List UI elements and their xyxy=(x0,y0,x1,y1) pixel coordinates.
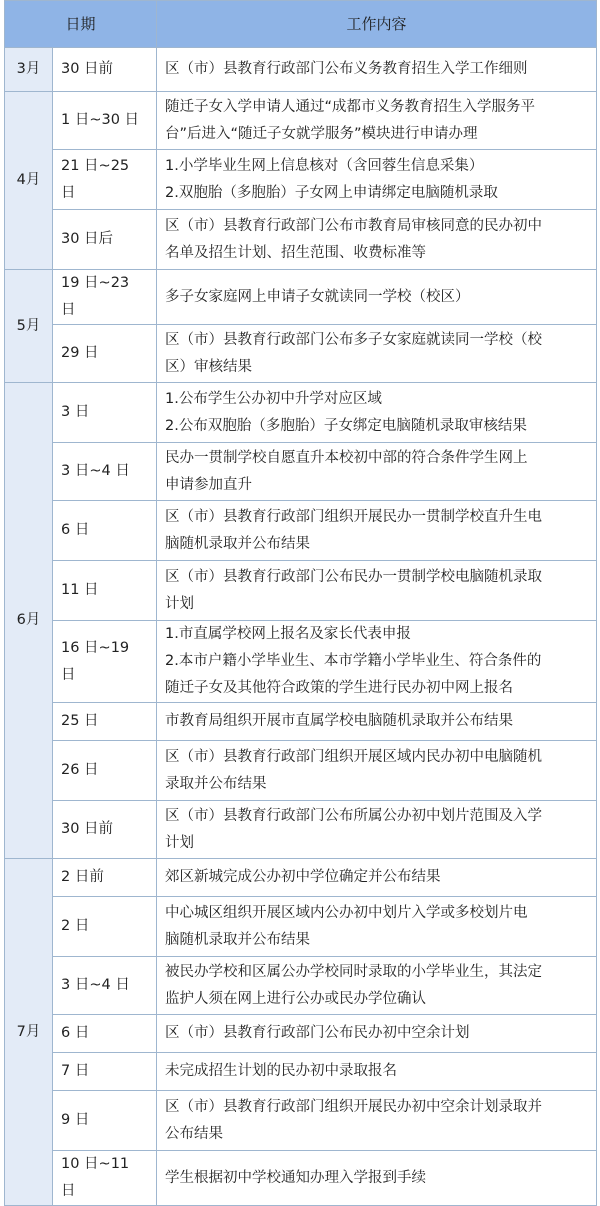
table-row xyxy=(5,150,597,210)
content-cell xyxy=(157,1053,597,1091)
table-row xyxy=(5,801,597,859)
table-row xyxy=(5,1015,597,1053)
content-cell xyxy=(157,443,597,501)
date-cell: 30 日后 xyxy=(53,210,157,270)
content-cell xyxy=(157,957,597,1015)
content-cell xyxy=(157,383,597,443)
content-line: 公布结果 xyxy=(165,1125,224,1142)
content-line: 区（市）县教育行政部门公布民办一贯制学校电脑随机录取 xyxy=(165,568,543,585)
month-cell: 6月 xyxy=(5,383,53,859)
date-cell: 2 日 xyxy=(53,897,157,957)
date-cell: 3 日~4 日 xyxy=(53,957,157,1015)
table-row xyxy=(5,859,597,897)
table-row xyxy=(5,210,597,270)
table-row xyxy=(5,325,597,383)
content-line: 2.双胞胎（多胞胎）子女网上申请绑定电脑随机录取 xyxy=(165,184,498,201)
content-line: 区（市）县教育行政部门组织开展民办一贯制学校直升生电 xyxy=(165,508,543,525)
content-line: 申请参加直升 xyxy=(165,476,253,493)
table-row xyxy=(5,621,597,703)
content-cell xyxy=(157,325,597,383)
month-cell: 3月 xyxy=(5,48,53,92)
header-row xyxy=(5,1,597,48)
content-cell xyxy=(157,801,597,859)
date-cell: 1 日~30 日 xyxy=(53,92,157,150)
table-row xyxy=(5,741,597,801)
month-cell: 7月 xyxy=(5,859,53,1206)
content-cell xyxy=(157,92,597,150)
table-row xyxy=(5,501,597,561)
month-cell: 5月 xyxy=(5,270,53,383)
schedule-body xyxy=(5,48,597,1206)
date-cell: 19 日~23 日 xyxy=(53,270,157,325)
content-line: 区（市）县教育行政部门组织开展区域内民办初中电脑随机 xyxy=(165,748,543,765)
date-cell: 3 日~4 日 xyxy=(53,443,157,501)
content-line: 区（市）县教育行政部门公布民办初中空余计划 xyxy=(165,1025,470,1041)
content-line: 1.公布学生公办初中升学对应区域 xyxy=(165,390,382,407)
content-line: 民办一贯制学校自愿直升本校初中部的符合条件学生网上 xyxy=(165,449,528,466)
table-row xyxy=(5,561,597,621)
content-cell xyxy=(157,210,597,270)
date-cell: 25 日 xyxy=(53,703,157,741)
date-cell: 3 日 xyxy=(53,383,157,443)
date-cell: 6 日 xyxy=(53,1015,157,1053)
table-row xyxy=(5,270,597,325)
content-line: 监护人须在网上进行公办或民办学位确认 xyxy=(165,990,427,1007)
table-row xyxy=(5,1091,597,1151)
date-cell: 10 日~11 日 xyxy=(53,1151,157,1206)
content-line: 多子女家庭网上申请子女就读同一学校（校区） xyxy=(165,288,470,305)
content-cell xyxy=(157,1091,597,1151)
content-line: 区（市）县教育行政部门公布义务教育招生入学工作细则 xyxy=(165,61,528,77)
date-cell: 2 日前 xyxy=(53,859,157,897)
content-line: 计划 xyxy=(165,834,195,851)
content-cell xyxy=(157,859,597,897)
date-cell: 7 日 xyxy=(53,1053,157,1091)
date-cell: 9 日 xyxy=(53,1091,157,1151)
table-row xyxy=(5,383,597,443)
content-line: 脑随机录取并公布结果 xyxy=(165,931,311,948)
header-date: 日期 xyxy=(5,1,157,48)
content-cell xyxy=(157,48,597,92)
table-row xyxy=(5,1053,597,1091)
content-line: 台”后进入“随迁子女就学服务”模块进行申请办理 xyxy=(165,125,478,142)
date-cell: 26 日 xyxy=(53,741,157,801)
table-row xyxy=(5,1151,597,1206)
content-line: 1.市直属学校网上报名及家长代表申报 xyxy=(165,626,411,642)
content-cell xyxy=(157,897,597,957)
content-cell xyxy=(157,501,597,561)
content-cell xyxy=(157,621,597,703)
content-cell xyxy=(157,1151,597,1206)
date-cell: 11 日 xyxy=(53,561,157,621)
date-cell: 6 日 xyxy=(53,501,157,561)
content-line: 未完成招生计划的民办初中录取报名 xyxy=(165,1063,398,1079)
content-cell xyxy=(157,270,597,325)
month-cell: 4月 xyxy=(5,92,53,270)
content-line: 2.公布双胞胎（多胞胎）子女绑定电脑随机录取审核结果 xyxy=(165,417,527,434)
content-line: 脑随机录取并公布结果 xyxy=(165,535,311,552)
content-line: 计划 xyxy=(165,595,195,612)
content-cell xyxy=(157,561,597,621)
header-content: 工作内容 xyxy=(157,1,597,48)
content-line: 市教育局组织开展市直属学校电脑随机录取并公布结果 xyxy=(165,713,514,729)
content-line: 中心城区组织开展区域内公办初中划片入学或多校划片电 xyxy=(165,904,528,921)
schedule-table xyxy=(4,0,597,1206)
content-cell xyxy=(157,703,597,741)
content-line: 学生根据初中学校通知办理入学报到手续 xyxy=(165,1169,427,1186)
date-cell: 29 日 xyxy=(53,325,157,383)
content-line: 随迁子女及其他符合政策的学生进行民办初中网上报名 xyxy=(165,680,514,696)
date-cell: 30 日前 xyxy=(53,801,157,859)
date-cell: 21 日~25 日 xyxy=(53,150,157,210)
date-cell: 30 日前 xyxy=(53,48,157,92)
content-line: 录取并公布结果 xyxy=(165,775,267,792)
content-line: 郊区新城完成公办初中学位确定并公布结果 xyxy=(165,869,441,885)
table-row xyxy=(5,443,597,501)
content-line: 区（市）县教育行政部门公布所属公办初中划片范围及入学 xyxy=(165,807,543,824)
table-row xyxy=(5,957,597,1015)
table-row xyxy=(5,92,597,150)
content-line: 区（市）县教育行政部门组织开展民办初中空余计划录取并 xyxy=(165,1098,543,1115)
content-line: 名单及招生计划、招生范围、收费标准等 xyxy=(165,244,427,261)
table-row xyxy=(5,48,597,92)
content-line: 区（市）县教育行政部门公布多子女家庭就读同一学校（校 xyxy=(165,331,543,348)
content-cell xyxy=(157,150,597,210)
date-cell: 16 日~19 日 xyxy=(53,621,157,703)
content-line: 随迁子女入学申请人通过“成都市义务教育招生入学服务平 xyxy=(165,98,536,115)
content-cell xyxy=(157,1015,597,1053)
content-line: 1.小学毕业生网上信息核对（含回蓉生信息采集） xyxy=(165,157,484,174)
content-line: 区（市）县教育行政部门公布市教育局审核同意的民办初中 xyxy=(165,217,543,234)
content-line: 被民办学校和区属公办学校同时录取的小学毕业生，其法定 xyxy=(165,963,543,980)
content-cell xyxy=(157,741,597,801)
table-row xyxy=(5,897,597,957)
table-row xyxy=(5,703,597,741)
content-line: 2.本市户籍小学毕业生、本市学籍小学毕业生、符合条件的 xyxy=(165,653,542,669)
content-line: 区）审核结果 xyxy=(165,358,253,375)
